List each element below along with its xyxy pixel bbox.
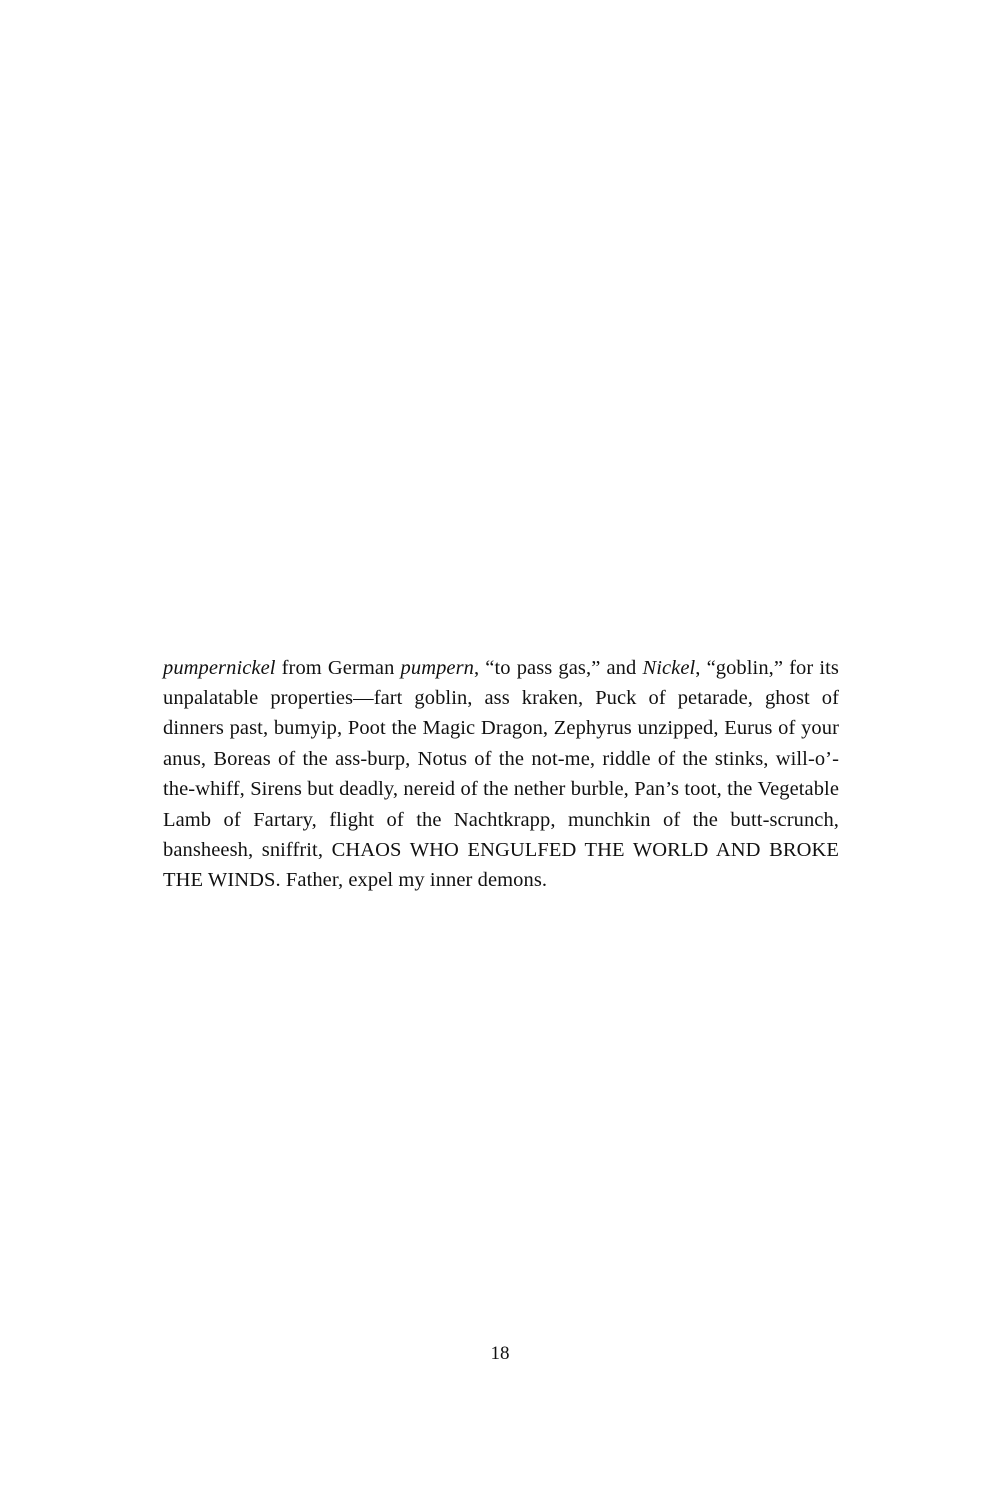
body-paragraph — [163, 653, 839, 896]
paragraph-segment-5: , “goblin,” for its unpalatable properties—fart goblin, ass kraken, Puck of petarade, ghost of dinners past, bumyip, Poot the Magic Dragon, Zephyrus unzipped, Eurus of your anus, Boreas of the ass-burp, Notus of the not-me, riddle of the stinks, will-o’-the-whiff, Sirens but deadly, nereid of the nether burble, Pan’s toot, the Vegetable Lamb of Fartary, flight of the Nachtkrapp, munchkin of the butt-scrunch, bansheesh, sniffrit, CHAOS WHO ENGULFED THE WORLD AND BROKE THE WINDS. Father, expel my inner demons. — [163, 656, 839, 892]
paragraph-segment-3: , “to pass gas,” and — [473, 656, 643, 679]
paragraph-segment-1: from German — [275, 656, 401, 679]
italic-term-pumpernickel: pumpernickel — [163, 656, 276, 679]
italic-term-nickel: Nickel — [642, 656, 696, 679]
italic-term-pumpern: pumpern — [400, 656, 474, 679]
page-number: 18 — [490, 1343, 510, 1364]
